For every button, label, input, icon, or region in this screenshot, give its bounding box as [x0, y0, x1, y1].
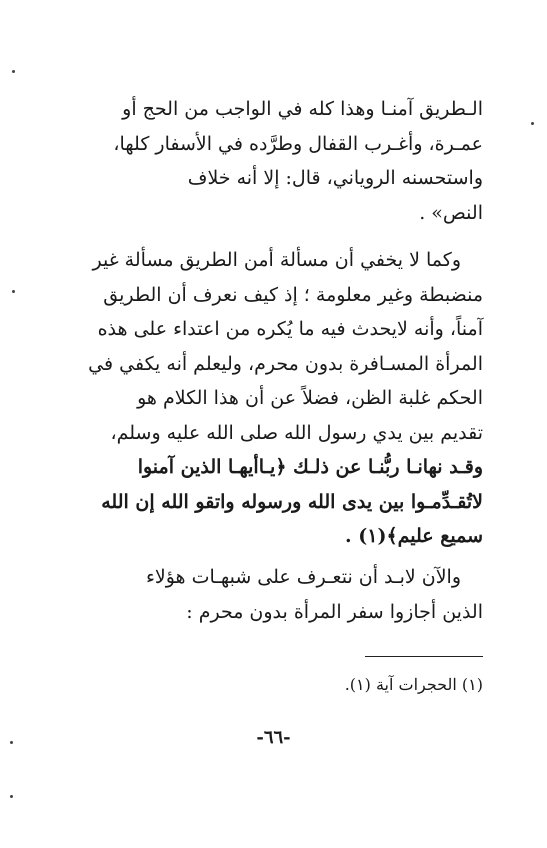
paragraph-3-line: الذين أجازوا سفر المرأة بدون محرم : — [186, 600, 483, 623]
paragraph-2-line: آمناً، وأنه لايحدث فيه ما يُكره من اعتداء على هذه — [97, 318, 483, 340]
paragraph-2-line: تقديم بين يدي رسول الله صلى الله عليه وسلم، — [110, 421, 483, 444]
paragraph-2-line: وكما لا يخفي أن مسألة أمن الطريق مسألة غير — [92, 249, 461, 271]
paragraph-2-line: المرأة المسـافرة بدون محرم، وليعلم أنه يكفي في — [88, 352, 483, 375]
paragraph-3-line: والآن لابـد أن نتعـرف على شبهـات هؤلاء — [145, 566, 461, 588]
scan-speck — [12, 290, 15, 293]
paragraph-1-line: الـطريق آمنـا وهذا كله في الواجب من الحج أو — [122, 98, 483, 120]
paragraph-1 — [73, 92, 483, 230]
scan-speck — [10, 795, 13, 798]
quran-verse-line: وقـد نهانـا ربُّنـا عن ذلـك ﴿يـاأيهـا الذين آمنوا — [137, 456, 483, 478]
paragraph-2 — [73, 243, 483, 554]
page-number: -٦٦- — [256, 727, 291, 748]
paragraph-2-line: الحكم غلبة الظن، فضلاً عن أن هذا الكلام هو — [137, 387, 483, 409]
scan-speck — [12, 70, 15, 73]
paragraph-1-line: واستحسنه الروياني، قال: إلا أنه خلاف — [187, 167, 483, 189]
paragraph-1-line: النص» . — [419, 201, 483, 224]
footnote-separator — [365, 656, 483, 657]
quran-verse-line: سميع عليم﴾(١) . — [345, 525, 483, 547]
scan-speck — [531, 122, 534, 125]
scan-speck — [10, 741, 13, 744]
paragraph-2-line: منضبطة وغير معلومة ؛ إذ كيف نعرف أن الطريق — [103, 283, 483, 306]
footnote: (١) الحجرات آية (١). — [344, 675, 483, 694]
paragraph-3 — [73, 560, 483, 629]
paragraph-1-line: عمـرة، وأغـرب القفال وطرَّده في الأسفار كلها، — [113, 132, 483, 155]
quran-verse-line: لاتُقـدِّمـوا بين يدى الله ورسوله واتقو الله إن الله — [101, 490, 483, 513]
